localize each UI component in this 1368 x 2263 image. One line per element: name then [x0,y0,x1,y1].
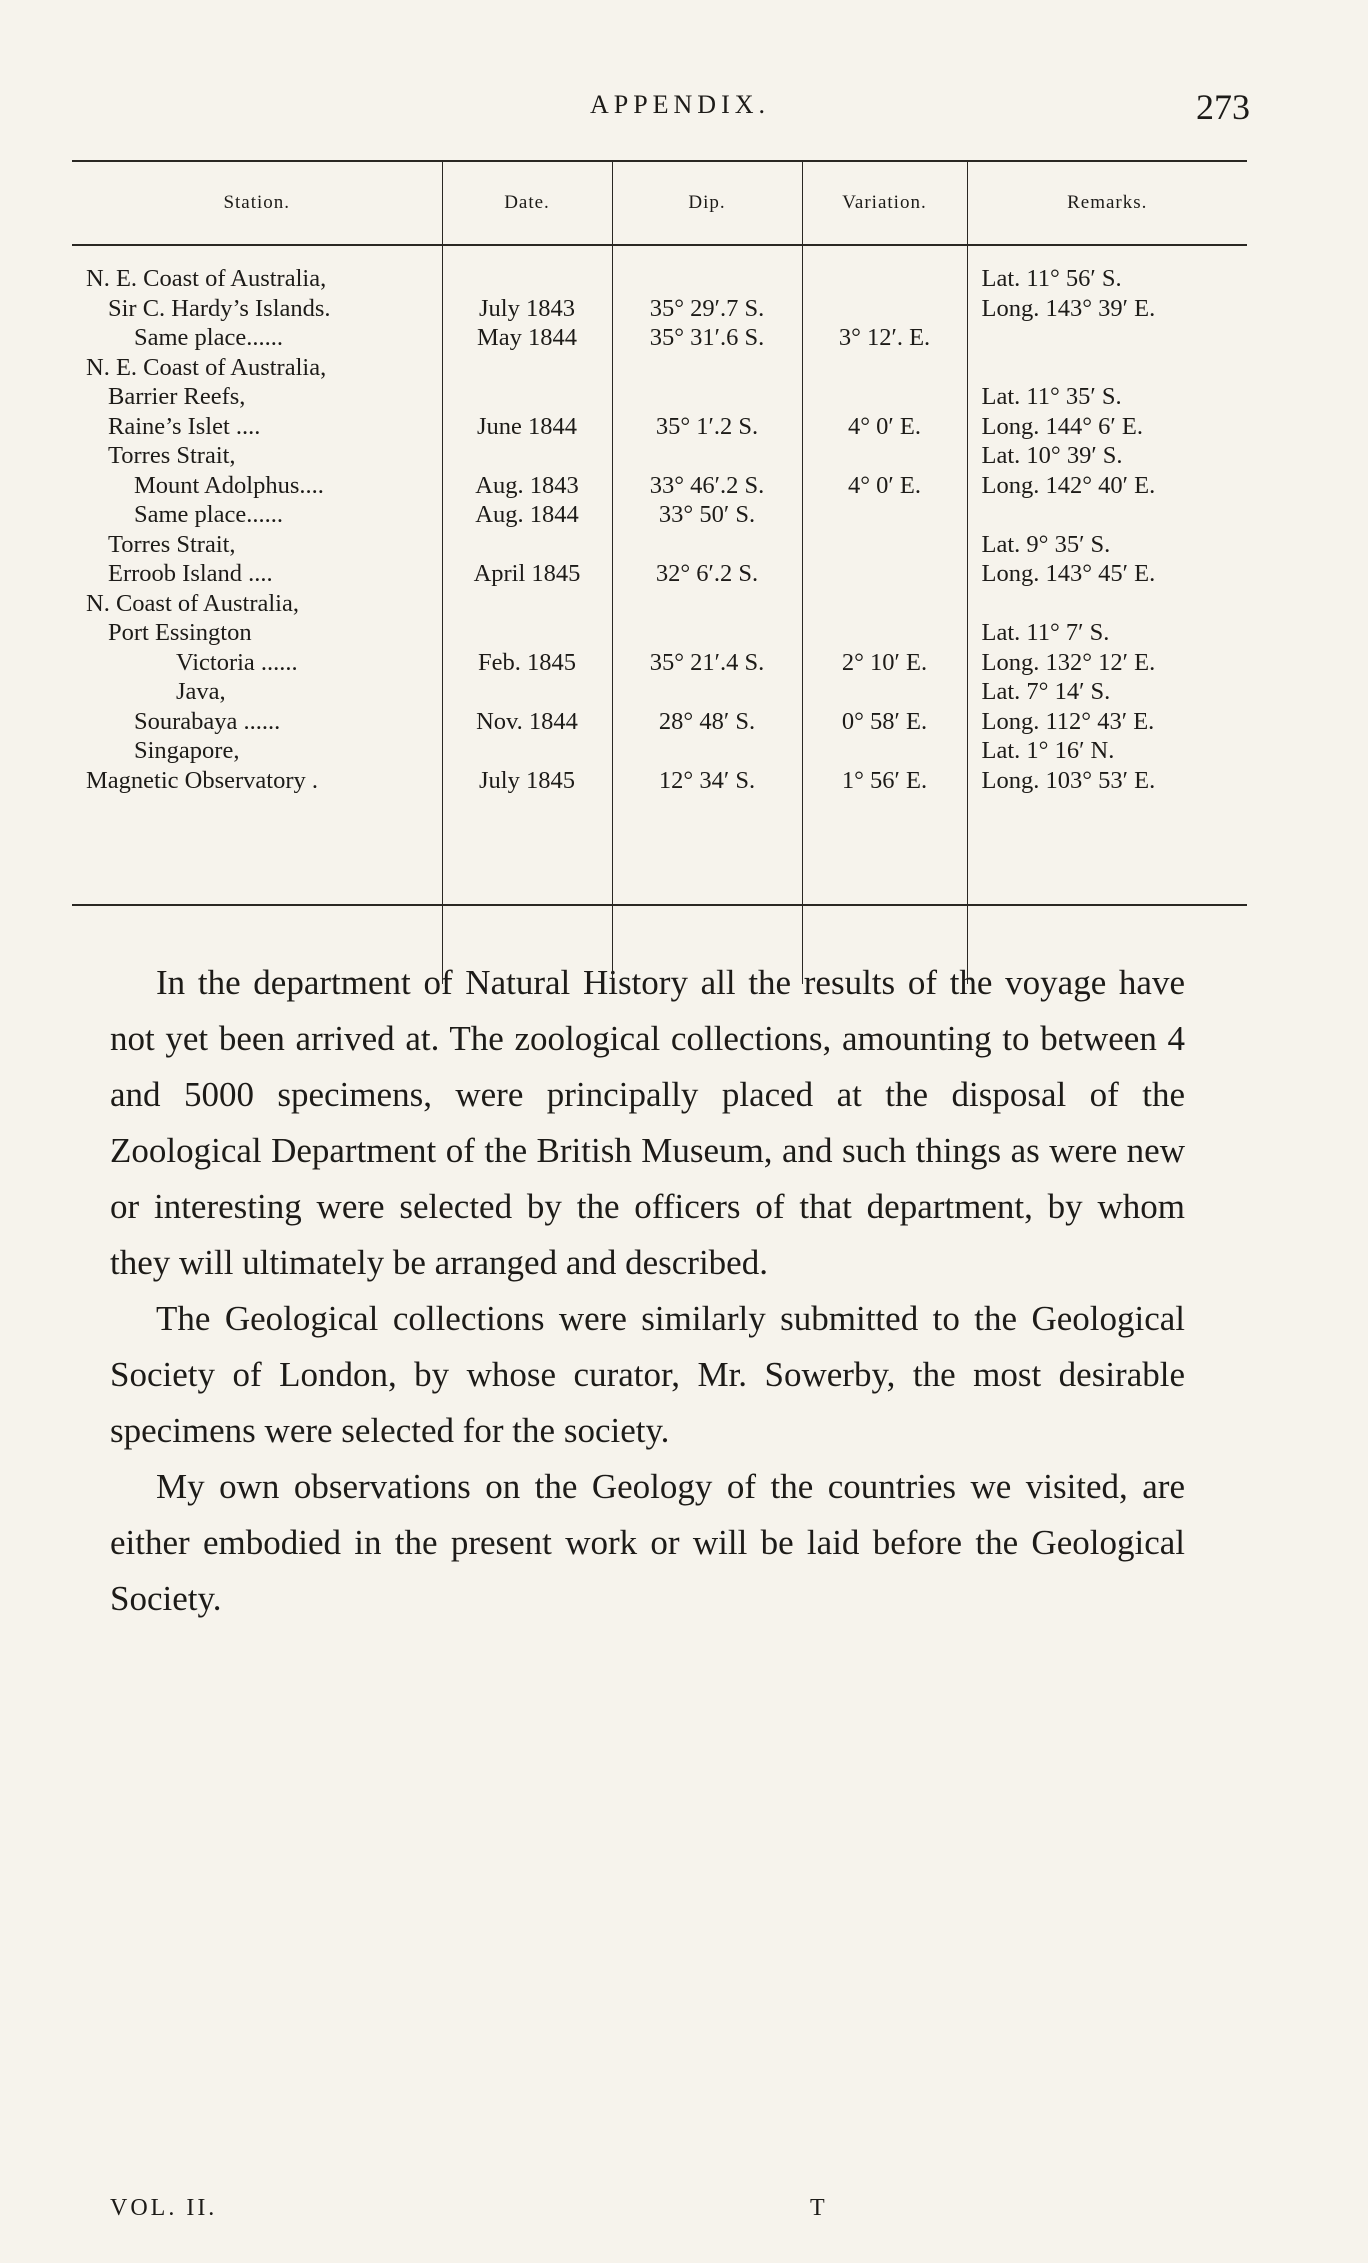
variation-cell [803,500,967,530]
date-cell: Feb. 1845 [478,648,576,676]
dip-cell [613,382,802,412]
date-cell [443,589,612,619]
variation-cell [803,618,967,648]
running-head [110,86,1250,126]
paragraph-geological-collections: The Geological collections were similarly submitted to the Geological Society of London, by whose curator, Mr. Sowerby, the most desirable specimens were selected for the society. [110,1299,1185,1450]
header-dip: Dip. [612,162,802,245]
dip-cell: 35° 31′.6 S. [649,324,765,351]
dip-cell [613,589,802,619]
paragraph-natural-history: In the department of Natural History all the results of the voyage have not yet been arrived at. The zoological collections, amounting to between 4 and 5000 specimens, were principally placed at the disposal of the Zoological Department of the British Museum, and such things as were new or interesting were selected by the officers of that department, by whom they will ultimately be arranged and described. [110,963,1185,1282]
remarks-cell [982,353,1248,383]
remarks-cell: Long. 112° 43′ E. [981,707,1155,735]
page-number: 273 [1196,87,1250,127]
date-column [442,245,612,984]
dip-cell: 33° 46′.2 S. [649,471,765,499]
dip-cell: 33° 50′ S. [658,501,756,528]
remarks-cell [982,589,1248,619]
variation-cell [803,677,967,707]
station-line: Sourabaya ...... [134,707,281,735]
variation-cell: 3° 12′. E. [838,324,931,351]
dip-cell: 32° 6′.2 S. [655,560,759,587]
station-line: Torres Strait, [108,442,236,469]
dip-cell: 35° 21′.4 S. [649,648,765,676]
remarks-cell: Long. 132° 12′ E. [981,648,1156,676]
station-line: Victoria ...... [176,648,298,676]
station-line: Sir C. Hardy’s Islands. [108,294,331,322]
date-cell: Nov. 1844 [476,707,578,735]
dip-cell: 35° 29′.7 S. [649,294,765,322]
remarks-column [967,245,1247,984]
dip-cell [613,677,802,707]
remarks-cell: Lat. 11° 56′ S. [981,265,1122,292]
variation-cell [803,264,967,294]
date-cell: Aug. 1843 [475,471,579,499]
remarks-cell: Lat. 11° 35′ S. [981,383,1122,410]
date-cell: July 1843 [479,294,575,322]
station-line: N. Coast of Australia, [86,589,299,617]
station-line: Same place...... [134,501,283,528]
page-footer [110,2195,1250,2235]
date-cell: July 1845 [479,766,575,794]
station-line: Port Essington [108,619,252,646]
paragraph-own-observations: My own observations on the Geology of the countries we visited, are either embodied in the present work or will be laid before the Geological Society. [110,1467,1185,1618]
remarks-cell [982,500,1248,530]
station-column [72,245,442,984]
date-cell: Aug. 1844 [475,501,579,528]
dip-cell [613,736,802,766]
remarks-cell: Long. 103° 53′ E. [981,766,1156,794]
station-line: Same place...... [134,324,283,351]
dip-cell [613,264,802,294]
remarks-cell: Long. 144° 6′ E. [981,412,1143,440]
date-cell [443,736,612,766]
variation-cell [803,589,967,619]
dip-cell [613,530,802,560]
dip-cell [613,441,802,471]
station-line: Mount Adolphus.... [134,471,324,499]
date-cell [443,530,612,560]
signature-mark: T [810,2195,828,2221]
remarks-cell: Lat. 7° 14′ S. [981,678,1111,705]
variation-cell [803,441,967,471]
running-head-title: APPENDIX. [589,90,771,119]
remarks-cell: Lat. 10° 39′ S. [981,442,1123,469]
date-cell [443,382,612,412]
header-date: Date. [442,162,612,245]
header-variation: Variation. [802,162,967,245]
remarks-cell: Long. 142° 40′ E. [981,471,1156,499]
variation-cell [803,353,967,383]
date-cell: May 1844 [476,324,578,351]
dip-cell: 12° 34′ S. [658,766,756,794]
header-remarks: Remarks. [967,162,1247,245]
variation-cell [803,294,967,324]
variation-cell: 1° 56′ E. [841,766,928,794]
body-text [110,955,1185,1627]
variation-cell: 4° 0′ E. [848,412,921,440]
station-line: Magnetic Observatory . [86,766,318,794]
remarks-cell: Lat. 9° 35′ S. [981,530,1111,558]
remarks-cell: Long. 143° 39′ E. [981,294,1156,322]
dip-cell: 28° 48′ S. [658,707,756,735]
remarks-cell: Lat. 1° 16′ N. [981,737,1115,764]
variation-cell: 0° 58′ E. [841,707,928,735]
date-cell [443,264,612,294]
variation-cell [803,382,967,412]
date-cell: April 1845 [473,560,581,587]
station-line: N. E. Coast of Australia, [86,353,327,381]
variation-cell [803,559,967,589]
magnetic-observations-table [72,160,1247,906]
variation-cell [803,530,967,560]
dip-cell [613,618,802,648]
variation-cell [803,736,967,766]
station-line: Java, [176,678,226,705]
station-line: Torres Strait, [108,530,236,558]
remarks-cell: Lat. 11° 7′ S. [981,619,1110,646]
station-line: N. E. Coast of Australia, [86,265,327,292]
remarks-cell [982,323,1248,353]
station-line: Singapore, [134,737,240,764]
volume-label: VOL. II. [110,2195,218,2221]
dip-cell: 35° 1′.2 S. [655,412,759,440]
dip-column [612,245,802,984]
station-line: Raine’s Islet .... [108,412,261,440]
date-cell: June 1844 [476,412,578,440]
variation-column [802,245,967,984]
station-line: Barrier Reefs, [108,383,246,410]
date-cell [443,441,612,471]
date-cell [443,618,612,648]
remarks-cell: Long. 143° 45′ E. [981,560,1156,587]
variation-cell: 4° 0′ E. [848,471,921,499]
date-cell [443,677,612,707]
dip-cell [613,353,802,383]
station-line: Erroob Island .... [108,560,273,587]
date-cell [443,353,612,383]
variation-cell: 2° 10′ E. [841,648,928,676]
header-station: Station. [72,162,442,245]
